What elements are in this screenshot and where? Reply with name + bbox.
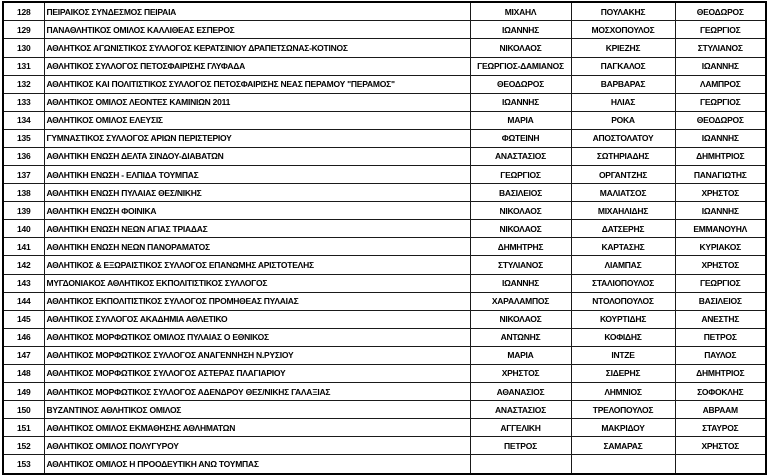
last-name-cell: ΙΝΤΖΕ xyxy=(571,346,675,364)
table-row xyxy=(3,2,766,21)
table-row xyxy=(3,382,766,400)
father-name-cell: ΣΤΥΛΙΑΝΟΣ xyxy=(675,39,766,57)
club-name-cell: ΜΥΓΔΟΝΙΑΚΟΣ ΑΘΛΗΤΙΚΟΣ ΕΚΠΟΛΙΤΙΣΤΙΚΟΣ ΣΥΛΛΟΓΟΣ xyxy=(44,274,470,292)
father-name-cell: ΙΩΑΝΝΗΣ xyxy=(675,202,766,220)
club-name-cell: ΠΕΙΡΑΙΚΟΣ ΣΥΝΔΕΣΜΟΣ ΠΕΙΡΑΙΑ xyxy=(44,2,470,21)
row-number-cell: 150 xyxy=(3,401,44,419)
first-name-cell xyxy=(470,455,571,474)
first-name-cell: ΑΘΑΝΑΣΙΟΣ xyxy=(470,382,571,400)
club-name-cell: ΑΘΛΗΤΙΚΗ ΕΝΩΣΗ ΝΕΩΝ ΑΓΙΑΣ ΤΡΙΑΔΑΣ xyxy=(44,220,470,238)
club-name-cell: ΑΘΛΗΤΙΚΗ ΕΝΩΣΗ ΦΟΙΝΙΚΑ xyxy=(44,202,470,220)
row-number-cell: 133 xyxy=(3,93,44,111)
father-name-cell: ΓΕΩΡΓΙΟΣ xyxy=(675,21,766,39)
father-name-cell: ΣΟΦΟΚΛΗΣ xyxy=(675,382,766,400)
first-name-cell: ΑΝΑΣΤΑΣΙΟΣ xyxy=(470,147,571,165)
father-name-cell: ΘΕΟΔΩΡΟΣ xyxy=(675,111,766,129)
table-row xyxy=(3,401,766,419)
row-number-cell: 136 xyxy=(3,147,44,165)
club-name-cell: ΑΘΛΗΤΙΚΗ ΕΝΩΣΗ ΠΥΛΑΙΑΣ ΘΕΣ/ΝΙΚΗΣ xyxy=(44,184,470,202)
first-name-cell: ΧΡΗΣΤΟΣ xyxy=(470,364,571,382)
row-number-cell: 138 xyxy=(3,184,44,202)
row-number-cell: 146 xyxy=(3,328,44,346)
table-row xyxy=(3,129,766,147)
club-name-cell: ΒΥΖΑΝΤΙΝΟΣ ΑΘΛΗΤΙΚΟΣ ΟΜΙΛΟΣ xyxy=(44,401,470,419)
last-name-cell: ΜΑΛΙΑΤΣΟΣ xyxy=(571,184,675,202)
row-number-cell: 132 xyxy=(3,75,44,93)
row-number-cell: 139 xyxy=(3,202,44,220)
last-name-cell: ΛΗΜΝΙΟΣ xyxy=(571,382,675,400)
row-number-cell: 152 xyxy=(3,437,44,455)
first-name-cell: ΑΝΑΣΤΑΣΙΟΣ xyxy=(470,401,571,419)
first-name-cell: ΜΑΡΙΑ xyxy=(470,346,571,364)
club-name-cell: ΑΘΛΗΤΙΚΟΣ ΕΚΠΟΛΙΤΙΣΤΙΚΟΣ ΣΥΛΛΟΓΟΣ ΠΡΟΜΗΘΕΑΣ ΠΥΛΑΙΑΣ xyxy=(44,292,470,310)
row-number-cell: 135 xyxy=(3,129,44,147)
club-name-cell: ΑΘΛΗΤΙΚΟΣ & ΕΞΩΡΑΙΣΤΙΚΟΣ ΣΥΛΛΟΓΟΣ ΕΠΑΝΩΜΗΣ ΑΡΙΣΤΟΤΕΛΗΣ xyxy=(44,256,470,274)
table-row xyxy=(3,166,766,184)
club-name-cell: ΑΘΛΗΤΙΚΟΣ ΟΜΙΛΟΣ Η ΠΡΟΟΔΕΥΤΙΚΗ ΑΝΩ ΤΟΥΜΠΑΣ xyxy=(44,455,470,474)
first-name-cell: ΜΑΡΙΑ xyxy=(470,111,571,129)
club-name-cell: ΓΥΜΝΑΣΤΙΚΟΣ ΣΥΛΛΟΓΟΣ ΑΡΙΩΝ ΠΕΡΙΣΤΕΡΙΟΥ xyxy=(44,129,470,147)
father-name-cell: ΣΤΑΥΡΟΣ xyxy=(675,419,766,437)
last-name-cell: ΟΡΓΑΝΤΖΗΣ xyxy=(571,166,675,184)
table-row xyxy=(3,256,766,274)
last-name-cell xyxy=(571,455,675,474)
club-name-cell: ΑΘΛΗΤΙΚΟΣ ΟΜΙΛΟΣ ΕΛΕΥΣΙΣ xyxy=(44,111,470,129)
last-name-cell: ΜΑΚΡΙΔΟΥ xyxy=(571,419,675,437)
father-name-cell: ΙΩΑΝΝΗΣ xyxy=(675,57,766,75)
last-name-cell: ΠΟΥΛΑΚΗΣ xyxy=(571,2,675,21)
club-name-cell: ΑΘΛΗΤΙΚΟΣ ΜΟΡΦΩΤΙΚΟΣ ΟΜΙΛΟΣ ΠΥΛΑΙΑΣ Ο ΕΘΝΙΚΟΣ xyxy=(44,328,470,346)
father-name-cell: ΚΥΡΙΑΚΟΣ xyxy=(675,238,766,256)
first-name-cell: ΣΤΥΛΙΑΝΟΣ xyxy=(470,256,571,274)
father-name-cell xyxy=(675,455,766,474)
club-name-cell: ΑΘΛΗΤΙΚΟΣ ΣΥΛΛΟΓΟΣ ΑΚΑΔΗΜΙΑ ΑΘΛΕΤΙΚΟ xyxy=(44,310,470,328)
row-number-cell: 149 xyxy=(3,382,44,400)
table-row xyxy=(3,346,766,364)
club-name-cell: ΠΑΝΑΘΛΗΤΙΚΟΣ ΟΜΙΛΟΣ ΚΑΛΛΙΘΕΑΣ ΕΣΠΕΡΟΣ xyxy=(44,21,470,39)
club-name-cell: ΑΘΛΗΤΙΚΟΣ ΟΜΙΛΟΣ ΛΕΟΝΤΕΣ ΚΑΜΙΝΙΩΝ 2011 xyxy=(44,93,470,111)
row-number-cell: 148 xyxy=(3,364,44,382)
table-row xyxy=(3,57,766,75)
first-name-cell: ΙΩΑΝΝΗΣ xyxy=(470,93,571,111)
row-number-cell: 142 xyxy=(3,256,44,274)
first-name-cell: ΒΑΣΙΛΕΙΟΣ xyxy=(470,184,571,202)
row-number-cell: 151 xyxy=(3,419,44,437)
club-name-cell: ΑΘΛΗΤΙΚΟΣ ΟΜΙΛΟΣ ΠΟΛΥΓΥΡΟΥ xyxy=(44,437,470,455)
first-name-cell: ΔΗΜΗΤΡΗΣ xyxy=(470,238,571,256)
last-name-cell: ΠΑΓΚΑΛΟΣ xyxy=(571,57,675,75)
table-row xyxy=(3,419,766,437)
row-number-cell: 141 xyxy=(3,238,44,256)
club-name-cell: ΑΘΛΗΤΙΚΗ ΕΝΩΣΗ ΔΕΛΤΑ ΣΙΝΔΟΥ-ΔΙΑΒΑΤΩΝ xyxy=(44,147,470,165)
row-number-cell: 147 xyxy=(3,346,44,364)
first-name-cell: ΦΩΤΕΙΝΗ xyxy=(470,129,571,147)
club-name-cell: ΑΘΛΗΤΙΚΟΣ ΜΟΡΦΩΤΙΚΟΣ ΣΥΛΛΟΓΟΣ ΑΣΤΕΡΑΣ ΠΛΑΓΙΑΡΙΟΥ xyxy=(44,364,470,382)
row-number-cell: 153 xyxy=(3,455,44,474)
table-row xyxy=(3,220,766,238)
table-row xyxy=(3,39,766,57)
last-name-cell: ΑΠΟΣΤΟΛΑΤΟΥ xyxy=(571,129,675,147)
first-name-cell: ΑΝΤΩΝΗΣ xyxy=(470,328,571,346)
first-name-cell: ΙΩΑΝΝΗΣ xyxy=(470,21,571,39)
last-name-cell: ΚΟΦΙΔΗΣ xyxy=(571,328,675,346)
father-name-cell: ΑΒΡΑΑΜ xyxy=(675,401,766,419)
table-row xyxy=(3,455,766,474)
first-name-cell: ΓΕΩΡΓΙΟΣ-ΔΑΜΙΑΝΟΣ xyxy=(470,57,571,75)
table-row xyxy=(3,184,766,202)
club-name-cell: ΑΘΛΗΤΙΚΟΣ ΣΥΛΛΟΓΟΣ ΠΕΤΟΣΦΑΙΡΙΣΗΣ ΓΛΥΦΑΔΑ xyxy=(44,57,470,75)
father-name-cell: ΔΗΜΗΤΡΙΟΣ xyxy=(675,364,766,382)
table-row xyxy=(3,147,766,165)
table-body xyxy=(3,2,766,474)
last-name-cell: ΚΑΡΤΑΣΗΣ xyxy=(571,238,675,256)
last-name-cell: ΣΑΜΑΡΑΣ xyxy=(571,437,675,455)
table-row xyxy=(3,238,766,256)
row-number-cell: 144 xyxy=(3,292,44,310)
table-row xyxy=(3,93,766,111)
club-name-cell: ΑΘΛΗΤΙΚΟΣ ΜΟΡΦΩΤΙΚΟΣ ΣΥΛΛΟΓΟΣ ΑΔΕΝΔΡΟΥ ΘΕΣ/ΝΙΚΗΣ ΓΑΛΑΞΙΑΣ xyxy=(44,382,470,400)
table-row xyxy=(3,310,766,328)
father-name-cell: ΛΑΜΠΡΟΣ xyxy=(675,75,766,93)
club-name-cell: ΑΘΛΗΤΙΚΟΣ ΚΑΙ ΠΟΛΙΤΙΣΤΙΚΟΣ ΣΥΛΛΟΓΟΣ ΠΕΤΟΣΦΑΙΡΙΣΗΣ ΝΕΑΣ ΠΕΡΑΜΟΥ "ΠΕΡΑΜΟΣ" xyxy=(44,75,470,93)
last-name-cell: ΗΛΙΑΣ xyxy=(571,93,675,111)
table-row xyxy=(3,21,766,39)
club-name-cell: ΑΘΛΗΤΙΚΟΣ ΜΟΡΦΩΤΙΚΟΣ ΣΥΛΛΟΓΟΣ ΑΝΑΓΕΝΝΗΣΗ Ν.ΡΥΣΙΟΥ xyxy=(44,346,470,364)
first-name-cell: ΠΕΤΡΟΣ xyxy=(470,437,571,455)
row-number-cell: 145 xyxy=(3,310,44,328)
last-name-cell: ΚΡΙΕΖΗΣ xyxy=(571,39,675,57)
table-row xyxy=(3,202,766,220)
last-name-cell: ΜΙΧΑΗΛΙΔΗΣ xyxy=(571,202,675,220)
last-name-cell: ΔΑΤΣΕΡΗΣ xyxy=(571,220,675,238)
father-name-cell: ΠΑΝΑΓΙΩΤΗΣ xyxy=(675,166,766,184)
last-name-cell: ΛΙΑΜΠΑΣ xyxy=(571,256,675,274)
table-row xyxy=(3,364,766,382)
father-name-cell: ΓΕΩΡΓΙΟΣ xyxy=(675,274,766,292)
club-name-cell: ΑΘΛΗΤΙΚΗ ΕΝΩΣΗ - ΕΛΠΙΔΑ ΤΟΥΜΠΑΣ xyxy=(44,166,470,184)
table-row xyxy=(3,111,766,129)
row-number-cell: 140 xyxy=(3,220,44,238)
last-name-cell: ΣΤΑΛΙΟΠΟΥΛΟΣ xyxy=(571,274,675,292)
table-row xyxy=(3,328,766,346)
father-name-cell: ΠΕΤΡΟΣ xyxy=(675,328,766,346)
row-number-cell: 134 xyxy=(3,111,44,129)
table-row xyxy=(3,75,766,93)
last-name-cell: ΤΡΕΛΟΠΟΥΛΟΣ xyxy=(571,401,675,419)
father-name-cell: ΒΑΣΙΛΕΙΟΣ xyxy=(675,292,766,310)
father-name-cell: ΔΗΜΗΤΡΙΟΣ xyxy=(675,147,766,165)
first-name-cell: ΘΕΟΔΩΡΟΣ xyxy=(470,75,571,93)
last-name-cell: ΣΙΔΕΡΗΣ xyxy=(571,364,675,382)
first-name-cell: ΝΙΚΟΛΑΟΣ xyxy=(470,220,571,238)
row-number-cell: 131 xyxy=(3,57,44,75)
last-name-cell: ΚΟΥΡΤΙΔΗΣ xyxy=(571,310,675,328)
first-name-cell: ΑΓΓΕΛΙΚΗ xyxy=(470,419,571,437)
last-name-cell: ΝΤΟΛΟΠΟΥΛΟΣ xyxy=(571,292,675,310)
first-name-cell: ΙΩΑΝΝΗΣ xyxy=(470,274,571,292)
table-row xyxy=(3,274,766,292)
clubs-registry-table xyxy=(2,1,767,475)
father-name-cell: ΠΑΥΛΟΣ xyxy=(675,346,766,364)
first-name-cell: ΝΙΚΟΛΑΟΣ xyxy=(470,202,571,220)
club-name-cell: ΑΘΛΗΤΚΟΣ ΑΓΩΝΙΣΤΙΚΟΣ ΣΥΛΛΟΓΟΣ ΚΕΡΑΤΣΙΝΙΟΥ ΔΡΑΠΕΤΣΩΝΑΣ-ΚΟΤΙΝΟΣ xyxy=(44,39,470,57)
father-name-cell: ΕΜΜΑΝΟΥΗΛ xyxy=(675,220,766,238)
row-number-cell: 137 xyxy=(3,166,44,184)
row-number-cell: 128 xyxy=(3,2,44,21)
last-name-cell: ΣΩΤΗΡΙΑΔΗΣ xyxy=(571,147,675,165)
club-name-cell: ΑΘΛΗΤΙΚΟΣ ΟΜΙΛΟΣ ΕΚΜΑΘΗΣΗΣ ΑΘΛΗΜΑΤΩΝ xyxy=(44,419,470,437)
first-name-cell: ΓΕΩΡΓΙΟΣ xyxy=(470,166,571,184)
table-row xyxy=(3,292,766,310)
father-name-cell: ΑΝΕΣΤΗΣ xyxy=(675,310,766,328)
row-number-cell: 129 xyxy=(3,21,44,39)
father-name-cell: ΧΡΗΣΤΟΣ xyxy=(675,437,766,455)
club-name-cell: ΑΘΛΗΤΙΚΗ ΕΝΩΣΗ ΝΕΩΝ ΠΑΝΟΡΑΜΑΤΟΣ xyxy=(44,238,470,256)
last-name-cell: ΡΟΚΑ xyxy=(571,111,675,129)
father-name-cell: ΧΡΗΣΤΟΣ xyxy=(675,256,766,274)
father-name-cell: ΧΡΗΣΤΟΣ xyxy=(675,184,766,202)
row-number-cell: 143 xyxy=(3,274,44,292)
last-name-cell: ΜΟΣΧΟΠΟΥΛΟΣ xyxy=(571,21,675,39)
father-name-cell: ΙΩΑΝΝΗΣ xyxy=(675,129,766,147)
first-name-cell: ΝΙΚΟΛΑΟΣ xyxy=(470,39,571,57)
father-name-cell: ΓΕΩΡΓΙΟΣ xyxy=(675,93,766,111)
row-number-cell: 130 xyxy=(3,39,44,57)
table-row xyxy=(3,437,766,455)
first-name-cell: ΧΑΡΑΛΑΜΠΟΣ xyxy=(470,292,571,310)
first-name-cell: ΜΙΧΑΗΛ xyxy=(470,2,571,21)
last-name-cell: ΒΑΡΒΑΡΑΣ xyxy=(571,75,675,93)
first-name-cell: ΝΙΚΟΛΑΟΣ xyxy=(470,310,571,328)
father-name-cell: ΘΕΟΔΩΡΟΣ xyxy=(675,2,766,21)
